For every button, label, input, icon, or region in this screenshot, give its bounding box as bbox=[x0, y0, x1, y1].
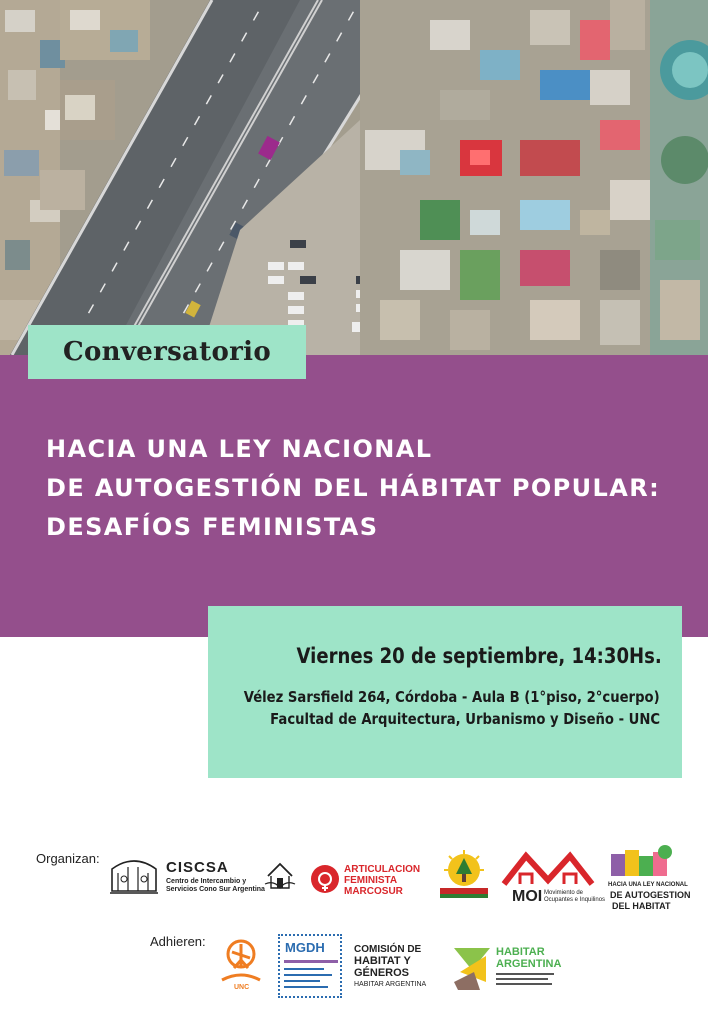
ciscsa-logo bbox=[108, 855, 265, 897]
habitar-line-2: ARGENTINA bbox=[496, 958, 562, 970]
organizers-label: Organizan: bbox=[36, 851, 100, 866]
feminist-circle-icon bbox=[310, 864, 340, 894]
comision-line-2: HABITAT Y bbox=[354, 955, 411, 967]
unc-text: UNC bbox=[234, 984, 250, 991]
event-venue: Facultad de Arquitectura, Urbanismo y Diseño - UNC bbox=[270, 710, 660, 728]
habitar-argentina-logo bbox=[450, 940, 562, 996]
ciscsa-name: CISCSA bbox=[166, 859, 229, 876]
event-type-label: Conversatorio bbox=[63, 337, 271, 367]
comision-habitat-generos-logo bbox=[354, 944, 444, 994]
ciscsa-emblem-icon bbox=[108, 855, 160, 897]
comision-line-4: HABITAR ARGENTINA bbox=[354, 981, 427, 988]
event-type-tag bbox=[28, 325, 306, 379]
aerial-city-photo bbox=[0, 0, 708, 355]
event-date: Viernes 20 de septiembre, 14:30Hs. bbox=[296, 644, 662, 668]
event-address: Vélez Sarsfield 264, Córdoba - Aula B (1°piso, 2°cuerpo) bbox=[244, 688, 660, 706]
title-line-3: DESAFÍOS FEMINISTAS bbox=[46, 513, 379, 541]
adherents-label: Adhieren: bbox=[150, 934, 206, 949]
moi-name: MOI bbox=[512, 888, 543, 905]
houses-icon bbox=[609, 844, 673, 878]
habitar-hands-icon bbox=[450, 942, 496, 992]
ley-line-3: DEL HABITAT bbox=[612, 901, 671, 911]
event-details-box bbox=[208, 606, 682, 778]
event-title bbox=[46, 430, 696, 547]
cooperative-logo bbox=[436, 850, 492, 902]
articulacion-line-2: FEMINISTA bbox=[344, 875, 398, 886]
ley-line-2: DE AUTOGESTION bbox=[610, 890, 691, 900]
network-logo bbox=[262, 858, 298, 894]
moi-sub-2: Ocupantes e Inquilinos bbox=[544, 897, 606, 903]
sun-tree-icon bbox=[436, 850, 492, 902]
articulacion-feminista-logo bbox=[310, 862, 430, 898]
title-line-1: HACIA UNA LEY NACIONAL bbox=[46, 435, 433, 463]
ciscsa-sub-2: Servicios Cono Sur Argentina bbox=[166, 886, 265, 893]
orange-figure-icon bbox=[214, 938, 268, 984]
mgdh-logo bbox=[278, 934, 342, 998]
moi-sub-1: Movimiento de bbox=[544, 890, 584, 896]
title-line-2: DE AUTOGESTIÓN DEL HÁBITAT POPULAR: bbox=[46, 474, 661, 502]
hands-house-icon bbox=[262, 858, 298, 894]
moi-roofs-icon bbox=[500, 848, 596, 888]
unc-logo bbox=[214, 938, 268, 996]
ley-habitat-logo bbox=[606, 844, 691, 916]
articulacion-line-1: ARTICULACION bbox=[344, 864, 421, 875]
mgdh-name: MGDH bbox=[285, 940, 325, 955]
habitar-line-1: HABITAR bbox=[496, 946, 545, 958]
comision-line-1: COMISIÓN DE bbox=[354, 944, 422, 955]
mgdh-lines-icon bbox=[284, 960, 338, 992]
moi-logo bbox=[500, 848, 606, 908]
comision-line-3: GÉNEROS bbox=[354, 967, 410, 979]
habitar-tagline-lines bbox=[496, 972, 556, 986]
articulacion-line-3: MARCOSUR bbox=[344, 886, 403, 897]
ley-line-1: HACIA UNA LEY NACIONAL bbox=[608, 882, 688, 888]
ciscsa-sub-1: Centro de Intercambio y bbox=[166, 878, 247, 885]
